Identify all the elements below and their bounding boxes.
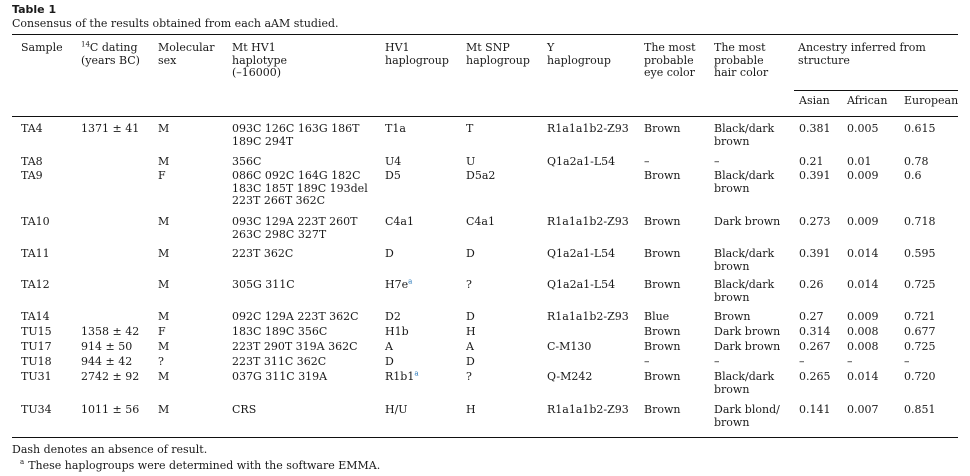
cell-hair: Dark blond/ brown bbox=[714, 403, 780, 429]
cell-hv1 bbox=[385, 404, 408, 417]
cell-european: 0.851 bbox=[904, 403, 936, 416]
cell-sex: ? bbox=[158, 355, 164, 368]
cell-mthv1: 356C bbox=[232, 155, 262, 168]
cell-hair: Dark brown bbox=[714, 325, 781, 338]
header-eye: The most probable eye color bbox=[644, 41, 696, 79]
cell-sample: TU31 bbox=[21, 370, 52, 383]
cell-hv1 bbox=[385, 326, 409, 339]
header-ancestry: Ancestry inferred from structure bbox=[798, 41, 926, 67]
cell-sample: TU34 bbox=[21, 403, 52, 416]
header-hair: The most probable hair color bbox=[714, 41, 769, 79]
cell-african: 0.009 bbox=[847, 215, 879, 228]
header-sample: Sample bbox=[21, 41, 63, 54]
cell-hv1 bbox=[385, 356, 394, 369]
cell-eye: Brown bbox=[644, 278, 681, 291]
cell-y: R1a1a1b2-Z93 bbox=[547, 215, 629, 228]
hv1-value: A bbox=[385, 340, 393, 353]
hv1-value: T1a bbox=[385, 122, 406, 135]
footnote-a-mark: a bbox=[20, 458, 25, 467]
cell-hv1 bbox=[385, 371, 419, 384]
cell-snp: H bbox=[466, 403, 476, 416]
cell-y: Q1a2a1-L54 bbox=[547, 247, 616, 260]
cell-mthv1: 305G 311C bbox=[232, 278, 295, 291]
cell-african: 0.014 bbox=[847, 278, 879, 291]
hv1-value: D5 bbox=[385, 169, 401, 182]
cell-sex: M bbox=[158, 340, 170, 353]
cell-european: 0.677 bbox=[904, 325, 936, 338]
cell-hair: Black/dark brown bbox=[714, 169, 775, 195]
cell-eye: Brown bbox=[644, 169, 681, 182]
cell-hair: Black/dark brown bbox=[714, 370, 775, 396]
header-asian: Asian bbox=[799, 94, 830, 107]
cell-european: 0.725 bbox=[904, 278, 936, 291]
cell-european: 0.720 bbox=[904, 370, 936, 383]
cell-snp: ? bbox=[466, 370, 472, 383]
cell-snp: A bbox=[466, 340, 474, 353]
cell-snp: H bbox=[466, 325, 476, 338]
cell-eye: Brown bbox=[644, 370, 681, 383]
cell-eye: Brown bbox=[644, 215, 681, 228]
cell-mthv1: 092C 129A 223T 362C bbox=[232, 310, 359, 323]
cell-asian: 0.391 bbox=[799, 247, 831, 260]
header-rule bbox=[12, 116, 958, 117]
cell-sample: TU15 bbox=[21, 325, 52, 338]
hv1-value: D2 bbox=[385, 310, 401, 323]
cell-dating: 914 ± 50 bbox=[81, 340, 133, 353]
cell-sample: TA8 bbox=[21, 155, 43, 168]
cell-african: – bbox=[847, 355, 853, 368]
cell-sex: M bbox=[158, 310, 170, 323]
cell-african: 0.014 bbox=[847, 370, 879, 383]
cell-african: 0.009 bbox=[847, 169, 879, 182]
cell-african: 0.014 bbox=[847, 247, 879, 260]
cell-snp: D bbox=[466, 355, 475, 368]
cell-asian: 0.265 bbox=[799, 370, 831, 383]
cell-asian: 0.27 bbox=[799, 310, 824, 323]
cell-european: 0.595 bbox=[904, 247, 936, 260]
cell-mthv1: CRS bbox=[232, 403, 257, 416]
cell-snp: D5a2 bbox=[466, 169, 496, 182]
cell-mthv1: 223T 290T 319A 362C bbox=[232, 340, 358, 353]
cell-y: Q1a2a1-L54 bbox=[547, 155, 616, 168]
header-sex: Molecular sex bbox=[158, 41, 215, 67]
cell-hair: Brown bbox=[714, 310, 751, 323]
cell-hair: Black/dark brown bbox=[714, 278, 775, 304]
cell-sample: TA12 bbox=[21, 278, 50, 291]
cell-sample: TA14 bbox=[21, 310, 50, 323]
cell-asian: 0.391 bbox=[799, 169, 831, 182]
cell-sex: M bbox=[158, 278, 170, 291]
cell-y: C-M130 bbox=[547, 340, 592, 353]
header-dating-superscript: 14 bbox=[81, 40, 90, 49]
cell-hv1 bbox=[385, 341, 393, 354]
hv1-value: H7e bbox=[385, 278, 409, 291]
cell-snp: T bbox=[466, 122, 474, 135]
cell-sex: F bbox=[158, 169, 166, 182]
cell-european: 0.718 bbox=[904, 215, 936, 228]
cell-sex: M bbox=[158, 155, 170, 168]
cell-dating: 1371 ± 41 bbox=[81, 122, 140, 135]
cell-hv1 bbox=[385, 279, 412, 292]
cell-sample: TU18 bbox=[21, 355, 52, 368]
cell-dating: 1011 ± 56 bbox=[81, 403, 140, 416]
cell-asian: 0.381 bbox=[799, 122, 831, 135]
cell-hair: Black/dark brown bbox=[714, 122, 775, 148]
hv1-value: H/U bbox=[385, 403, 408, 416]
cell-mthv1: 223T 311C 362C bbox=[232, 355, 327, 368]
cell-european: 0.725 bbox=[904, 340, 936, 353]
cell-hair: Black/dark brown bbox=[714, 247, 775, 273]
cell-sex: F bbox=[158, 325, 166, 338]
header-hv1: HV1 haplogroup bbox=[385, 41, 449, 67]
cell-european: – bbox=[904, 355, 910, 368]
cell-sex: M bbox=[158, 370, 170, 383]
cell-snp: C4a1 bbox=[466, 215, 495, 228]
header-dating bbox=[81, 42, 140, 67]
header-african: African bbox=[847, 94, 888, 107]
cell-sex: M bbox=[158, 215, 170, 228]
table-caption: Consensus of the results obtained from each aAM studied. bbox=[12, 17, 339, 30]
cell-dating: 1358 ± 42 bbox=[81, 325, 140, 338]
cell-asian: 0.26 bbox=[799, 278, 824, 291]
cell-sex: M bbox=[158, 247, 170, 260]
cell-sex: M bbox=[158, 122, 170, 135]
cell-hv1 bbox=[385, 311, 401, 324]
cell-european: 0.615 bbox=[904, 122, 936, 135]
footnote-marker: a bbox=[414, 369, 419, 378]
cell-african: 0.005 bbox=[847, 122, 879, 135]
cell-dating: 2742 ± 92 bbox=[81, 370, 140, 383]
cell-eye: Blue bbox=[644, 310, 670, 323]
cell-y: R1a1a1b2-Z93 bbox=[547, 122, 629, 135]
top-rule bbox=[12, 34, 958, 35]
cell-asian: 0.314 bbox=[799, 325, 831, 338]
cell-sample: TA11 bbox=[21, 247, 50, 260]
cell-hv1 bbox=[385, 216, 414, 229]
bottom-rule bbox=[12, 437, 958, 438]
cell-african: 0.009 bbox=[847, 310, 879, 323]
cell-african: 0.01 bbox=[847, 155, 872, 168]
cell-asian: – bbox=[799, 355, 805, 368]
cell-eye: Brown bbox=[644, 403, 681, 416]
cell-hair: – bbox=[714, 155, 720, 168]
cell-asian: 0.267 bbox=[799, 340, 831, 353]
cell-mthv1: 223T 362C bbox=[232, 247, 294, 260]
cell-hv1 bbox=[385, 156, 401, 169]
hv1-value: D bbox=[385, 247, 394, 260]
ancestry-subheader-rule bbox=[794, 90, 958, 91]
cell-mthv1: 183C 189C 356C bbox=[232, 325, 328, 338]
cell-y: Q1a2a1-L54 bbox=[547, 278, 616, 291]
cell-snp: U bbox=[466, 155, 476, 168]
header-y: Y haplogroup bbox=[547, 41, 611, 67]
cell-eye: Brown bbox=[644, 247, 681, 260]
cell-eye: – bbox=[644, 155, 650, 168]
hv1-value: C4a1 bbox=[385, 215, 414, 228]
cell-y: R1a1a1b2-Z93 bbox=[547, 403, 629, 416]
cell-snp: D bbox=[466, 247, 475, 260]
footnote-a bbox=[20, 459, 380, 472]
cell-mthv1: 093C 126C 163G 186T 189C 294T bbox=[232, 122, 360, 148]
cell-mthv1: 093C 129A 223T 260T 263C 298C 327T bbox=[232, 215, 358, 241]
cell-snp: ? bbox=[466, 278, 472, 291]
cell-eye: – bbox=[644, 355, 650, 368]
cell-european: 0.78 bbox=[904, 155, 929, 168]
cell-african: 0.007 bbox=[847, 403, 879, 416]
header-mthv1: Mt HV1 haplotype (–16000) bbox=[232, 41, 288, 79]
cell-sex: M bbox=[158, 403, 170, 416]
cell-snp: D bbox=[466, 310, 475, 323]
cell-mthv1: 037G 311C 319A bbox=[232, 370, 328, 383]
cell-african: 0.008 bbox=[847, 340, 879, 353]
cell-hv1 bbox=[385, 170, 401, 183]
table-title: Table 1 bbox=[12, 3, 57, 16]
cell-eye: Brown bbox=[644, 325, 681, 338]
header-snp: Mt SNP haplogroup bbox=[466, 41, 530, 67]
cell-hair: – bbox=[714, 355, 720, 368]
cell-european: 0.721 bbox=[904, 310, 936, 323]
cell-european: 0.6 bbox=[904, 169, 922, 182]
cell-hv1 bbox=[385, 123, 406, 136]
hv1-value: U4 bbox=[385, 155, 402, 168]
cell-sample: TU17 bbox=[21, 340, 52, 353]
cell-hv1 bbox=[385, 248, 394, 261]
hv1-value: D bbox=[385, 355, 394, 368]
hv1-value: R1b1 bbox=[385, 370, 415, 383]
footnote-marker: a bbox=[408, 277, 413, 286]
hv1-value: H1b bbox=[385, 325, 409, 338]
cell-eye: Brown bbox=[644, 340, 681, 353]
cell-hair: Dark brown bbox=[714, 215, 781, 228]
cell-asian: 0.273 bbox=[799, 215, 831, 228]
cell-sample: TA4 bbox=[21, 122, 43, 135]
footnote-dash: Dash denotes an absence of result. bbox=[12, 443, 208, 456]
footnote-a-text: These haplogroups were determined with the software EMMA. bbox=[28, 459, 381, 472]
cell-asian: 0.141 bbox=[799, 403, 831, 416]
cell-dating: 944 ± 42 bbox=[81, 355, 133, 368]
cell-eye: Brown bbox=[644, 122, 681, 135]
cell-y: Q-M242 bbox=[547, 370, 593, 383]
header-dating-label: C dating (years BC) bbox=[81, 41, 140, 67]
cell-african: 0.008 bbox=[847, 325, 879, 338]
cell-hair: Dark brown bbox=[714, 340, 781, 353]
header-european: European bbox=[904, 94, 959, 107]
cell-sample: TA9 bbox=[21, 169, 43, 182]
cell-y: R1a1a1b2-Z93 bbox=[547, 310, 629, 323]
cell-asian: 0.21 bbox=[799, 155, 824, 168]
cell-sample: TA10 bbox=[21, 215, 50, 228]
cell-mthv1: 086C 092C 164G 182C 183C 185T 189C 193del 223T 266T 362C bbox=[232, 169, 368, 207]
